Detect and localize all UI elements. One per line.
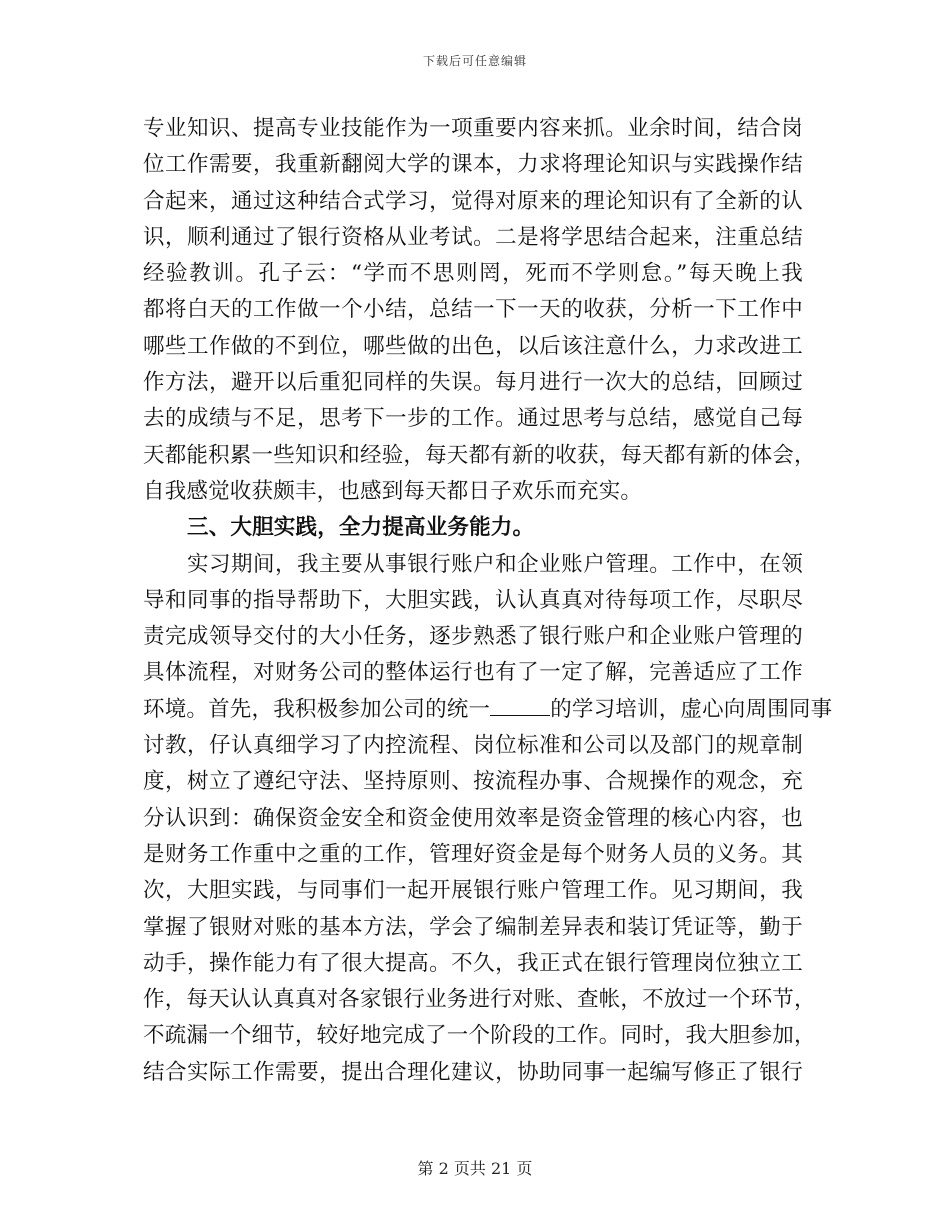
body-line: 具体流程，对财务公司的整体运行也有了一定了解，完善适应了工作	[143, 660, 803, 686]
section-heading: 三、大胆实践，全力提高业务能力。	[187, 515, 535, 541]
body-line: 讨教，仔认真细学习了内控流程、岗位标准和公司以及部门的规章制	[143, 733, 803, 759]
fill-in-blank	[490, 697, 550, 716]
body-line: 位工作需要，我重新翻阅大学的课本，力求将理论知识与实践操作结	[143, 152, 803, 178]
body-line: 责完成领导交付的大小任务，逐步熟悉了银行账户和企业账户管理的	[143, 624, 803, 650]
body-line: 合起来，通过这种结合式学习，觉得对原来的理论知识有了全新的认	[143, 188, 803, 214]
body-line: 识，顺利通过了银行资格从业考试。二是将学思结合起来，注重总结	[143, 224, 803, 250]
body-line: 是财务工作重中之重的工作，管理好资金是每个财务人员的义务。其	[143, 841, 803, 867]
blank-line-prefix: 环境。首先，我积极参加公司的统一	[143, 696, 491, 722]
body-line: 导和同事的指导帮助下，大胆实践，认认真真对待每项工作，尽职尽	[143, 587, 803, 613]
body-line-with-blank	[143, 692, 833, 728]
body-line: 专业知识、提高专业技能作为一项重要内容来抓。业余时间，结合岗	[143, 116, 803, 141]
body-line: 次，大胆实践，与同事们一起开展银行账户管理工作。见习期间，我	[143, 878, 803, 904]
body-line: 自我感觉收获颇丰，也感到每天都日子欢乐而充实。	[143, 478, 643, 504]
body-line: 分认识到：确保资金安全和资金使用效率是资金管理的核心内容，也	[143, 805, 803, 831]
body-line: 结合实际工作需要，提出合理化建议，协助同事一起编写修正了银行	[143, 1059, 803, 1085]
page-header-note: 下载后可任意编辑	[422, 54, 527, 68]
page-number: 第 2 页共 21 页	[417, 1159, 533, 1178]
body-line: 掌握了银财对账的基本方法，学会了编制差异表和装订凭证等，勤于	[143, 914, 803, 940]
body-line: 哪些工作做的不到位，哪些做的出色，以后该注意什么，力求改进工	[143, 333, 803, 359]
body-line: 作，每天认认真真对各家银行业务进行对账、查帐，不放过一个环节，	[143, 987, 816, 1013]
blank-line-suffix: 的学习培训，虚心向周围同事	[550, 696, 833, 722]
document-body	[143, 111, 833, 1091]
body-line: 度，树立了遵纪守法、坚持原则、按流程办事、合规操作的观念，充	[143, 769, 803, 795]
body-line: 实习期间，我主要从事银行账户和企业账户管理。工作中，在领	[187, 551, 803, 577]
body-line: 都将白天的工作做一个小结，总结一下一天的收获，分析一下工作中	[143, 297, 803, 323]
body-line: 作方法，避开以后重犯同样的失误。每月进行一次大的总结，回顾过	[143, 370, 803, 396]
body-line: 经验教训。孔子云：“学而不思则罔，死而不学则怠。”每天晚上我	[143, 261, 803, 287]
body-line: 天都能积累一些知识和经验，每天都有新的收获，每天都有新的体会，	[143, 442, 816, 468]
body-line: 去的成绩与不足，思考下一步的工作。通过思考与总结，感觉自己每	[143, 406, 803, 432]
body-line: 不疏漏一个细节，较好地完成了一个阶段的工作。同时，我大胆参加，	[143, 1023, 816, 1049]
body-line: 动手，操作能力有了很大提高。不久，我正式在银行管理岗位独立工	[143, 950, 803, 976]
